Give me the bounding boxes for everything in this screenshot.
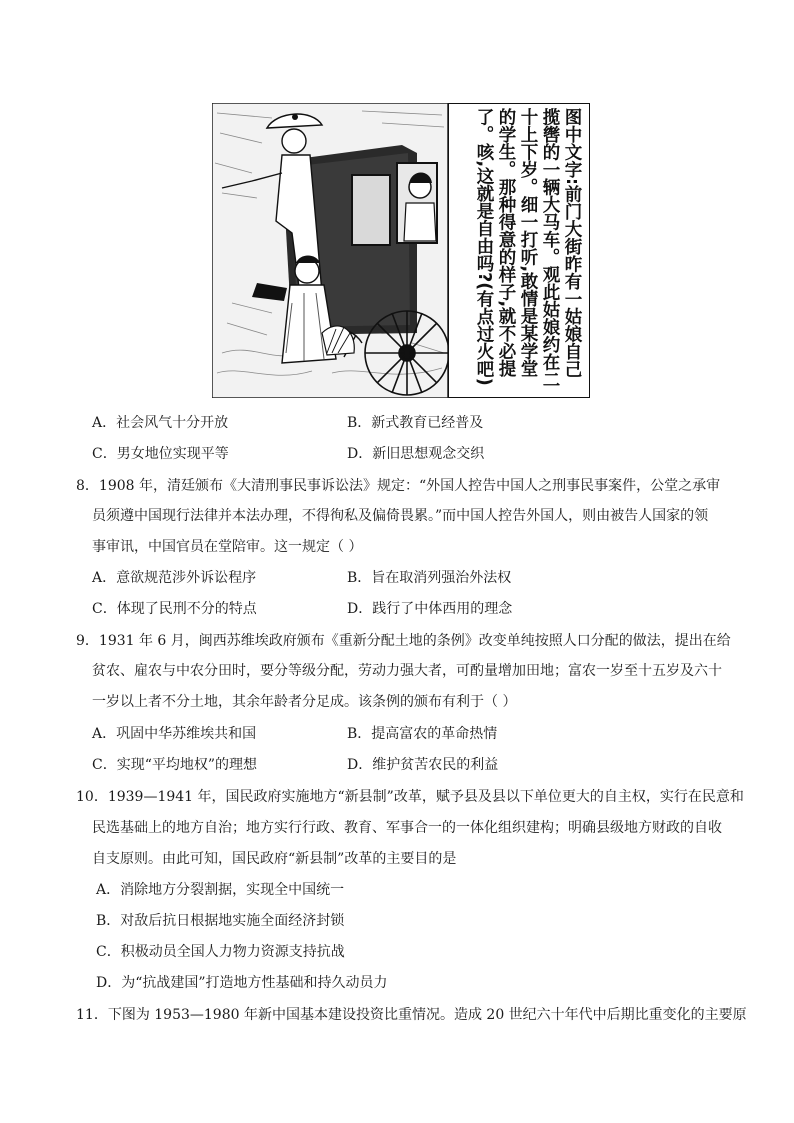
q10-option-c: C．积极动员全国人力物力资源支持抗战 [96,944,345,960]
q9-stem-line-1: 9．1931 年 6 月，闽西苏维埃政府颁布《重新分配土地的条例》改变单纯按照人口分配的做法，提出在给 [76,633,731,649]
q8-stem-line-3: 事审讯，中国官员在堂陪审。这一规定（ ） [92,539,363,555]
q9-stem-line-2: 贫农、雇农与中农分田时，要分等级分配，劳动力强大者，可酌量增加田地；富农一岁至十五岁及六十 [92,663,722,679]
q7-option-d: D．新旧思想观念交织 [347,446,485,462]
q10-stem-line-1: 10．1939—1941 年，国民政府实施地方“新县制”改革，赋予县及县以下单位更大的自主权，实行在民意和 [76,789,744,805]
figure-caption: 图中文字:前门大街昨有一姑娘自己揽辔的一辆大马车。观此姑娘约在二十上下岁。细一打听,敢情是某学堂的学生。那种得意的样子,就不必提了。咳,这就是自由吗?(有点过火吧) [474,108,582,388]
q9-option-a: A．巩固中华苏维埃共和国 [92,726,257,742]
q10-stem-line-2: 民选基础上的地方自治；地方实行行政、教育、军事合一的一体化组织建构；明确县级地方财政的自收 [92,820,722,836]
q8-stem-line-2: 员须遵中国现行法律并本法办理，不得徇私及偏倚畏累。”而中国人控告外国人，则由被告人国家的领 [92,508,709,524]
q8-option-b: B．旨在取消列强治外法权 [347,570,512,586]
q9-option-c: C．实现“平均地权”的理想 [92,757,258,773]
caption-box [448,103,590,398]
q9-stem-line-3: 一岁以上者不分土地，其余年龄者分足成。该条例的颁布有利于（ ） [92,694,517,710]
q9-option-b: B．提高富农的革命热情 [347,726,498,742]
q8-option-d: D．践行了中体西用的理念 [347,601,513,617]
q11-stem-line-1: 11．下图为 1953—1980 年新中国基本建设投资比重情况。造成 20 世纪六十年代中后期比重变化的主要原 [76,1007,747,1023]
q7-option-c: C．男女地位实现平等 [92,446,229,462]
q8-stem-line-1: 8．1908 年，清廷颁布《大清刑事民事诉讼法》规定：“外国人控告中国人之刑事民事案件，公堂之承审 [76,478,721,494]
q10-option-b: B．对敌后抗日根据地实施全面经济封锁 [96,913,345,929]
carriage-illustration [212,103,448,398]
q10-option-a: A．消除地方分裂割据，实现全中国统一 [96,882,345,898]
q8-option-a: A．意欲规范涉外诉讼程序 [92,570,257,586]
q7-option-b: B．新式教育已经普及 [347,415,484,431]
q10-stem-line-3: 自支原则。由此可知，国民政府“新县制”改革的主要目的是 [92,851,457,867]
q7-option-a: A．社会风气十分开放 [92,415,229,431]
cartoon-figure [212,103,590,398]
q9-option-d: D．维护贫苦农民的利益 [347,757,499,773]
q8-option-c: C．体现了民刑不分的特点 [92,601,257,617]
q10-option-d: D．为“抗战建国”打造地方性基础和持久动员力 [96,975,388,991]
